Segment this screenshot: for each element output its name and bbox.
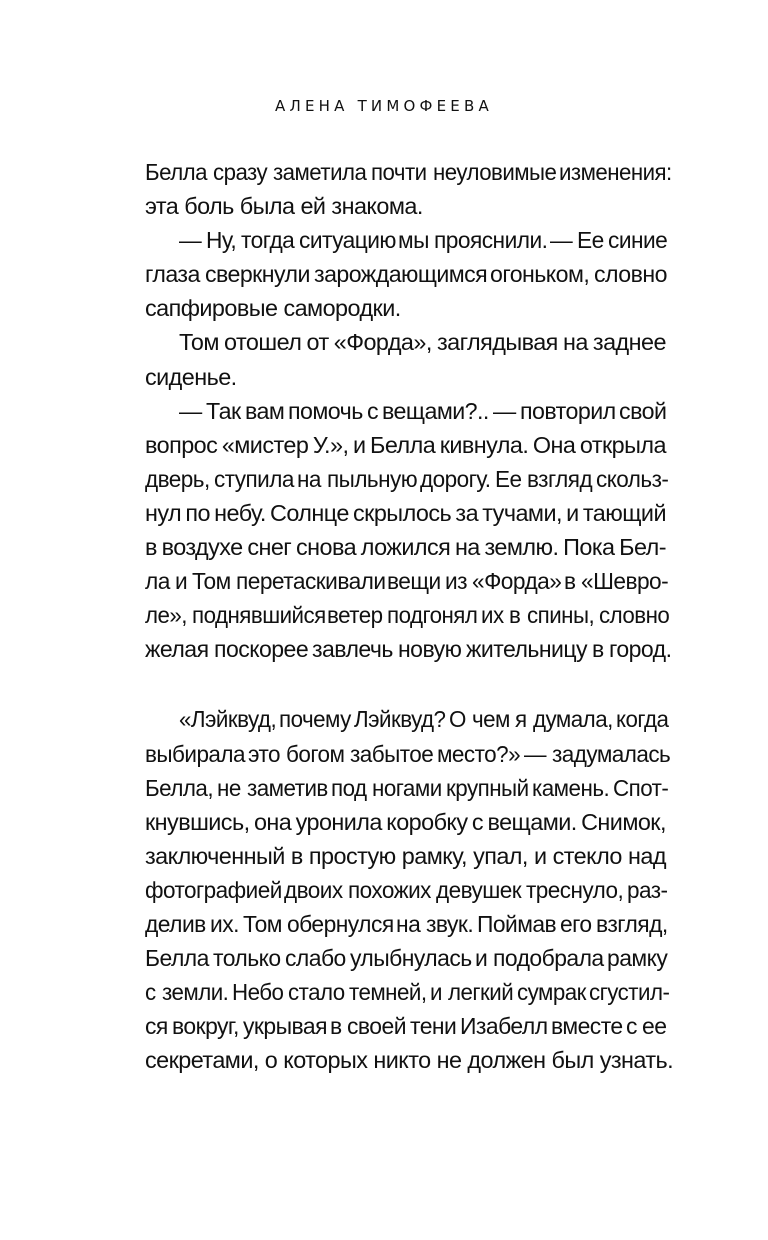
- text-line: — Так вам помочь с вещами?.. — повторил свой: [179, 397, 667, 424]
- text-line: эта боль была ей знакома.: [145, 193, 423, 220]
- paragraph: [145, 394, 672, 667]
- text-line: выбирала это богом забытое место?» — задумалась: [145, 740, 671, 767]
- text-line: ся вокруг, укрывая в своей тени Изабелл вместе с ее: [145, 1013, 667, 1040]
- paragraph: [145, 702, 674, 1077]
- paragraph: [145, 155, 672, 223]
- text-line: Том отошел от «Форда», заглядывая на заднее: [179, 329, 666, 356]
- text-line: кнувшись, она уронила коробку с вещами. Снимок,: [145, 808, 666, 835]
- text-line: ле», поднявшийся ветер подгонял их в спины, словно: [145, 602, 670, 629]
- text-line: с земли. Небо стало темней, и легкий сумрак сгустил-: [145, 979, 670, 1006]
- text-line: ла и Том перетаскивали вещи из «Форда» в «Шевро-: [145, 568, 669, 595]
- section-break: [145, 666, 666, 702]
- running-head-author: АЛЕНА ТИМОФЕЕВА: [275, 97, 493, 115]
- text-line: сиденье.: [145, 363, 237, 390]
- text-line: Белла только слабо улыбнулась и подобрала рамку: [145, 945, 668, 972]
- text-line: желая поскорее завлечь новую жительницу в город.: [145, 636, 672, 663]
- text-line: «Лэйквуд, почему Лэйквуд? О чем я думала, когда: [179, 706, 669, 733]
- text-line: в воздухе снег снова ложился на землю. Пока Бел-: [145, 534, 666, 561]
- body-text: [145, 155, 674, 1077]
- text-line: глаза сверкнули зарождающимся огоньком, словно: [145, 261, 667, 288]
- text-line: Белла, не заметив под ногами крупный камень. Спот-: [145, 774, 669, 801]
- text-line: сапфировые самородки.: [145, 295, 401, 322]
- text-line: — Ну, тогда ситуацию мы прояснили. — Ее синие: [179, 227, 668, 254]
- text-line: нул по небу. Солнце скрылось за тучами, и тающий: [145, 499, 666, 526]
- text-line: вопрос «мистер У.», и Белла кивнула. Она открыла: [145, 431, 666, 458]
- text-line: фотографией двоих похожих девушек треснуло, раз-: [145, 876, 668, 903]
- text-line: делив их. Том обернулся на звук. Поймав его взгляд,: [145, 910, 668, 937]
- text-line: Белла сразу заметила почти неуловимые изменения:: [145, 159, 672, 185]
- paragraph: [145, 325, 666, 393]
- text-line: заключенный в простую рамку, упал, и стекло над: [145, 842, 666, 869]
- paragraph: [145, 223, 666, 325]
- text-line: дверь, ступила на пыльную дорогу. Ее взгляд скольз-: [145, 465, 669, 492]
- text-line: секретами, о которых никто не должен был узнать.: [145, 1047, 674, 1074]
